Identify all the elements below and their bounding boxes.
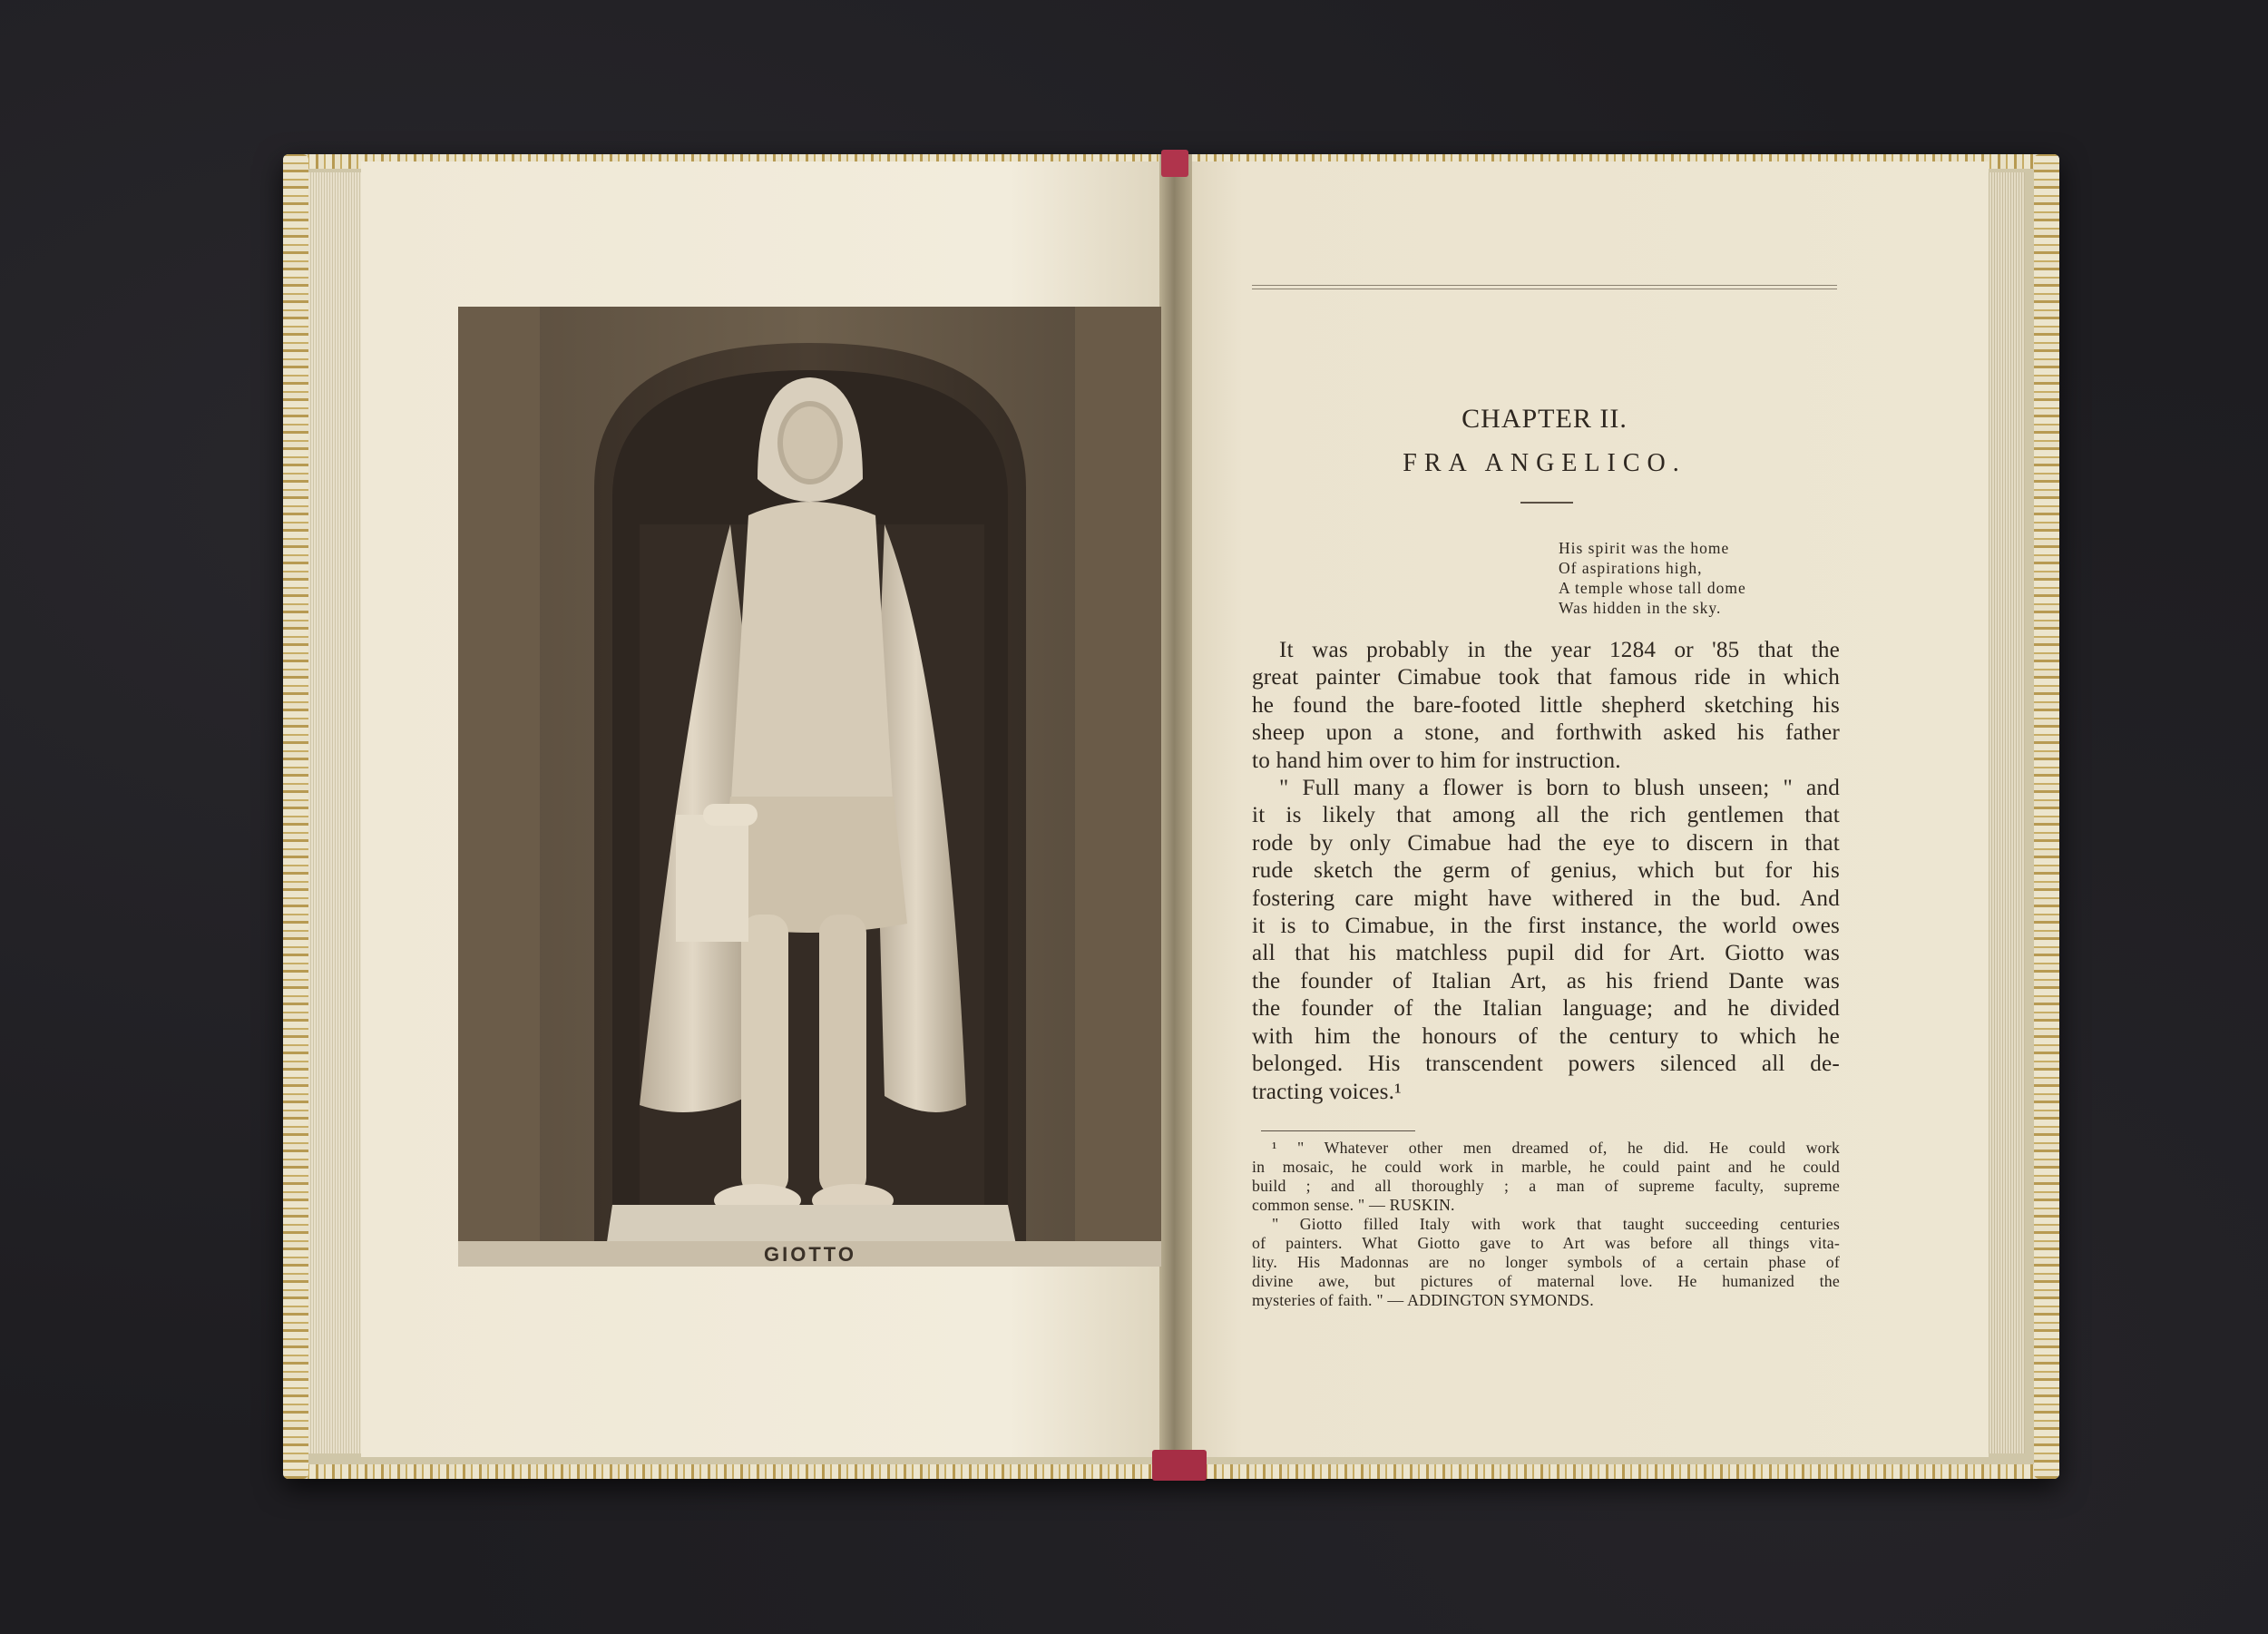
right-page-stack [1987,172,2025,1453]
chapter-body-text [1252,637,1840,1106]
body-line: to hand him over to him for instruction. [1252,748,1621,773]
chapter-divider [1520,502,1573,504]
body-line: it is to Cimabue, in the first instance, the world owes [1252,914,1840,939]
chapter-number: CHAPTER II. [1461,404,1628,434]
footnote-line: divine awe, but pictures of maternal love. He humanized the [1252,1272,1840,1290]
body-line: it is likely that among all the rich gentlemen that [1252,803,1840,828]
faint-running-head [1252,243,1837,264]
statue-plinth-inscription: GIOTTO [764,1243,856,1266]
body-line: belonged. His transcendent powers silenced all de- [1252,1052,1840,1077]
verse-line: Of aspirations high, [1559,559,1703,577]
body-line: all that his matchless pupil did for Art. Giotto was [1252,941,1840,966]
footnote-line: mysteries of faith. " — ADDINGTON SYMONDS. [1252,1291,1594,1309]
body-line: tracting voices.¹ [1252,1079,1402,1104]
chapter-title: FRA ANGELICO. [1403,449,1686,477]
giotto-statue-photograph [458,307,1161,1267]
body-line: the founder of Italian Art, as his friend Dante was [1252,968,1840,993]
body-line: " Full many a flower is born to blush unseen; " and [1279,776,1840,801]
footnote-line: ¹ " Whatever other men dreamed of, he did. He could work [1272,1139,1840,1157]
verse-line: His spirit was the home [1559,539,1730,557]
cover-border-left [283,154,308,1479]
verse-line: A temple whose tall dome [1559,579,1746,597]
footnote-line: of painters. What Giotto gave to Art was before all things vita- [1252,1234,1840,1252]
cover-border-right [2034,154,2059,1479]
bookmark-ribbon-top [1161,150,1188,177]
footnote-line: build ; and all thoroughly ; a man of supreme faculty, supreme [1252,1177,1840,1195]
body-line: he found the bare-footed little shepherd sketching his [1252,692,1840,718]
body-line: fostering care might have withered in the bud. And [1252,885,1840,911]
body-line: rode by only Cimabue had the eye to discern in that [1252,830,1840,856]
epigraph-verse [1559,538,1746,618]
header-rule-top [1252,285,1837,286]
footnote-line: lity. His Madonnas are no longer symbols of a certain phase of [1252,1253,1840,1271]
body-line: sheep upon a stone, and forthwith asked his father [1252,720,1840,746]
bookmark-ribbon-bottom [1152,1450,1207,1481]
body-line: with him the honours of the century to which he [1252,1023,1840,1049]
book-gutter [1159,154,1192,1479]
footnote-rule [1261,1130,1415,1131]
body-line: rude sketch the germ of genius, which but for his [1252,858,1840,884]
body-line: the founder of the Italian language; and he divided [1252,996,1840,1022]
footnotes [1252,1139,1840,1310]
left-page-stack [308,172,363,1453]
verse-line: Was hidden in the sky. [1559,599,1722,617]
footnote-line: common sense. " — RUSKIN. [1252,1196,1455,1214]
footnote-line: " Giotto filled Italy with work that taught succeeding centuries [1272,1215,1840,1233]
body-line: great painter Cimabue took that famous ride in which [1252,665,1840,690]
footnote-line: in mosaic, he could work in marble, he could paint and he could [1252,1158,1840,1176]
body-line: It was probably in the year 1284 or '85 that the [1279,638,1840,662]
